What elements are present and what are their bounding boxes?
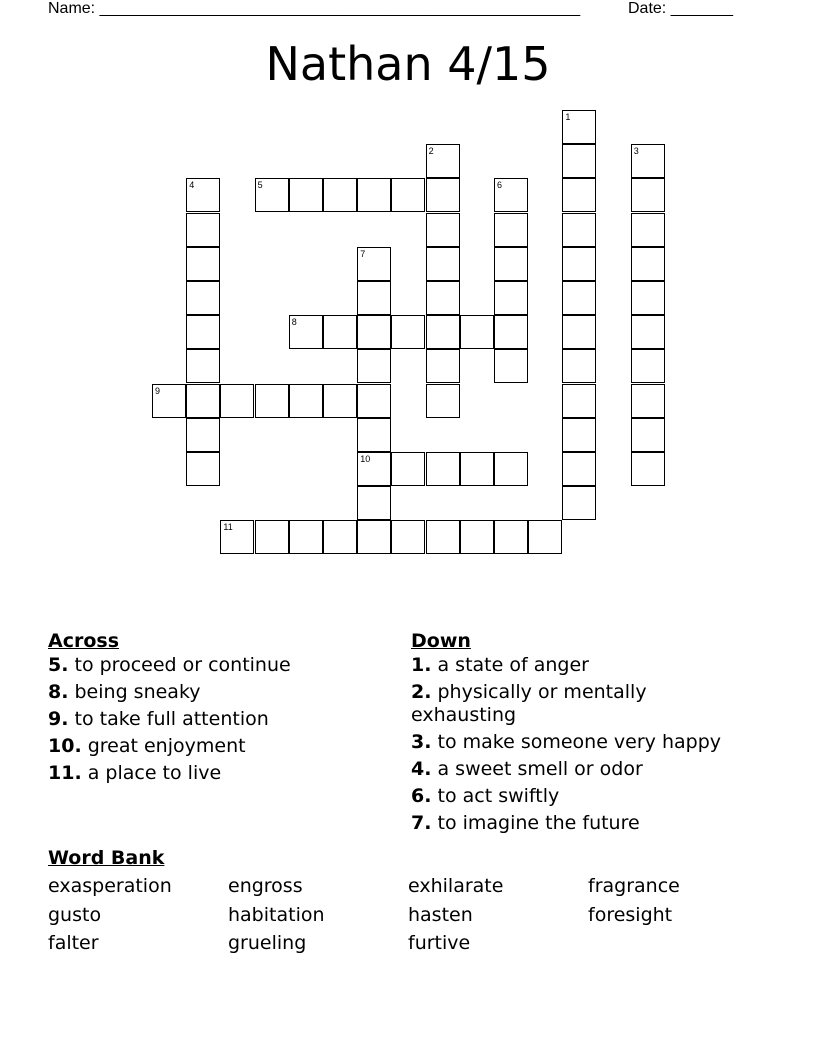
grid-cell[interactable] (426, 315, 460, 349)
down-clue-number: 7. (411, 812, 432, 834)
grid-cell[interactable] (186, 384, 220, 418)
grid-cell[interactable] (391, 315, 425, 349)
grid-cell[interactable] (631, 418, 665, 452)
down-clue (411, 654, 751, 677)
word-bank (48, 846, 768, 976)
grid-cell[interactable] (631, 213, 665, 247)
grid-cell[interactable] (631, 281, 665, 315)
across-clue-text: to take full attention (74, 708, 269, 730)
grid-cell[interactable] (426, 520, 460, 554)
word-bank-word: falter (48, 932, 99, 954)
grid-cell[interactable] (289, 520, 323, 554)
across-clue (48, 762, 398, 785)
grid-clue-number: 8 (291, 317, 297, 328)
name-field-label[interactable]: Name: ______________________________________________________ (48, 0, 581, 17)
word-bank-word: engross (228, 875, 303, 897)
grid-clue-number: 10 (360, 454, 371, 464)
grid-cell[interactable] (562, 384, 596, 418)
down-clue-number: 3. (411, 731, 432, 753)
grid-cell[interactable] (460, 452, 494, 486)
grid-cell[interactable] (186, 349, 220, 383)
down-clue-text: to imagine the future (437, 812, 640, 834)
word-bank-word: foresight (588, 903, 673, 926)
grid-clue-number: 5 (257, 180, 263, 191)
word-bank-word: exhilarate (408, 875, 504, 897)
grid-cell[interactable] (460, 520, 494, 554)
grid-cell[interactable] (562, 178, 596, 212)
grid-cell[interactable] (323, 178, 357, 212)
down-heading: Down (411, 630, 471, 652)
page-title: Nathan 4/15 (265, 37, 551, 91)
grid-cell[interactable] (562, 213, 596, 247)
down-clue-text: to make someone very happy (437, 731, 722, 753)
across-clue (48, 735, 398, 758)
grid-cell[interactable] (357, 349, 391, 383)
word-bank-word: gusto (48, 903, 102, 926)
word-bank-word: furtive (408, 932, 471, 954)
grid-cell[interactable] (289, 384, 323, 418)
grid-clue-number: 11 (223, 522, 233, 533)
grid-cell[interactable] (562, 247, 596, 281)
across-clue-number: 9. (48, 708, 69, 730)
grid-cell[interactable] (631, 452, 665, 486)
grid-cell[interactable] (186, 281, 220, 315)
down-clue-text: to act swiftly (437, 785, 560, 807)
grid-cell[interactable] (460, 315, 494, 349)
across-section (48, 630, 398, 789)
grid-cell[interactable] (357, 520, 391, 554)
grid-cell[interactable] (562, 349, 596, 383)
grid-cell[interactable] (357, 315, 391, 349)
word-bank-word: exasperation (48, 875, 172, 897)
grid-cell[interactable] (357, 418, 391, 452)
grid-cell[interactable] (494, 520, 528, 554)
grid-cell[interactable] (323, 520, 357, 554)
grid-cell[interactable] (562, 281, 596, 315)
grid-cell[interactable] (426, 213, 460, 247)
across-clue-text: a place to live (87, 762, 222, 784)
across-clue (48, 654, 398, 677)
across-clue (48, 708, 398, 731)
grid-cell[interactable] (391, 452, 425, 486)
down-clue (411, 812, 751, 835)
grid-cell[interactable] (631, 247, 665, 281)
across-clue-list (48, 654, 398, 785)
grid-cell[interactable] (426, 349, 460, 383)
down-section (411, 630, 751, 839)
grid-cell[interactable] (631, 315, 665, 349)
grid-cell[interactable] (357, 486, 391, 520)
down-clue (411, 681, 751, 727)
grid-cell[interactable] (289, 178, 323, 212)
grid-cell[interactable] (562, 452, 596, 486)
grid-cell[interactable] (494, 315, 528, 349)
grid-cell[interactable] (494, 213, 528, 247)
across-clue-number: 8. (48, 681, 69, 703)
grid-clue-number: 9 (155, 385, 161, 396)
grid-cell[interactable] (528, 520, 562, 554)
across-clue-number: 10. (48, 735, 82, 757)
grid-clue-number: 4 (189, 180, 195, 191)
grid-cell[interactable] (494, 247, 528, 281)
grid-cell[interactable] (186, 452, 220, 486)
grid-cell[interactable] (220, 384, 254, 418)
across-clue-number: 11. (48, 762, 82, 784)
grid-cell[interactable] (631, 384, 665, 418)
grid-clue-number: 1 (565, 112, 571, 122)
grid-cell[interactable] (391, 520, 425, 554)
grid-clue-number: 6 (497, 180, 503, 191)
grid-cell[interactable] (494, 349, 528, 383)
across-heading: Across (48, 630, 120, 652)
word-bank-word: hasten (408, 903, 473, 926)
grid-cell[interactable] (323, 384, 357, 418)
grid-cell[interactable] (255, 520, 289, 554)
grid-cell[interactable] (357, 384, 391, 418)
down-clue-number: 1. (411, 654, 432, 676)
word-bank-word: grueling (228, 932, 307, 954)
grid-cell[interactable] (391, 178, 425, 212)
grid-cell[interactable] (357, 178, 391, 212)
grid-clue-number: 3 (633, 146, 639, 157)
grid-cell[interactable] (323, 315, 357, 349)
down-clue (411, 785, 751, 808)
down-clue-list (411, 654, 751, 835)
date-field-label[interactable]: Date: _______ (628, 0, 733, 17)
grid-cell[interactable] (562, 315, 596, 349)
grid-cell[interactable] (631, 349, 665, 383)
across-clue-text: being sneaky (74, 681, 201, 703)
across-clue (48, 681, 398, 704)
down-clue-number: 6. (411, 785, 432, 807)
word-bank-heading: Word Bank (48, 847, 165, 869)
grid-cell[interactable] (494, 281, 528, 315)
down-clue-text: a sweet smell or odor (437, 758, 643, 780)
word-bank-word: habitation (228, 903, 325, 926)
grid-cell[interactable] (426, 178, 460, 212)
grid-cell[interactable] (426, 452, 460, 486)
grid-clue-number: 2 (428, 146, 434, 157)
grid-cell[interactable] (426, 247, 460, 281)
down-clue (411, 758, 751, 781)
across-clue-text: great enjoyment (87, 735, 246, 757)
across-clue-text: to proceed or continue (74, 654, 291, 676)
grid-cell[interactable] (494, 452, 528, 486)
word-bank-word: fragrance (588, 875, 680, 897)
grid-cell[interactable] (426, 281, 460, 315)
grid-cell[interactable] (426, 384, 460, 418)
grid-cell[interactable] (357, 281, 391, 315)
down-clue-text: physically or mentally exhausting (411, 681, 647, 726)
across-clue-number: 5. (48, 654, 69, 676)
grid-cell[interactable] (255, 384, 289, 418)
down-clue-text: a state of anger (437, 654, 589, 676)
grid-cell[interactable] (631, 178, 665, 212)
grid-cell[interactable] (186, 213, 220, 247)
grid-cell[interactable] (186, 315, 220, 349)
grid-cell[interactable] (562, 418, 596, 452)
grid-cell[interactable] (562, 486, 596, 520)
grid-cell[interactable] (186, 247, 220, 281)
grid-cell[interactable] (562, 144, 596, 178)
down-clue (411, 731, 751, 754)
down-clue-number: 2. (411, 681, 432, 703)
grid-cell[interactable] (186, 418, 220, 452)
grid-clue-number: 7 (360, 248, 366, 259)
down-clue-number: 4. (411, 758, 432, 780)
